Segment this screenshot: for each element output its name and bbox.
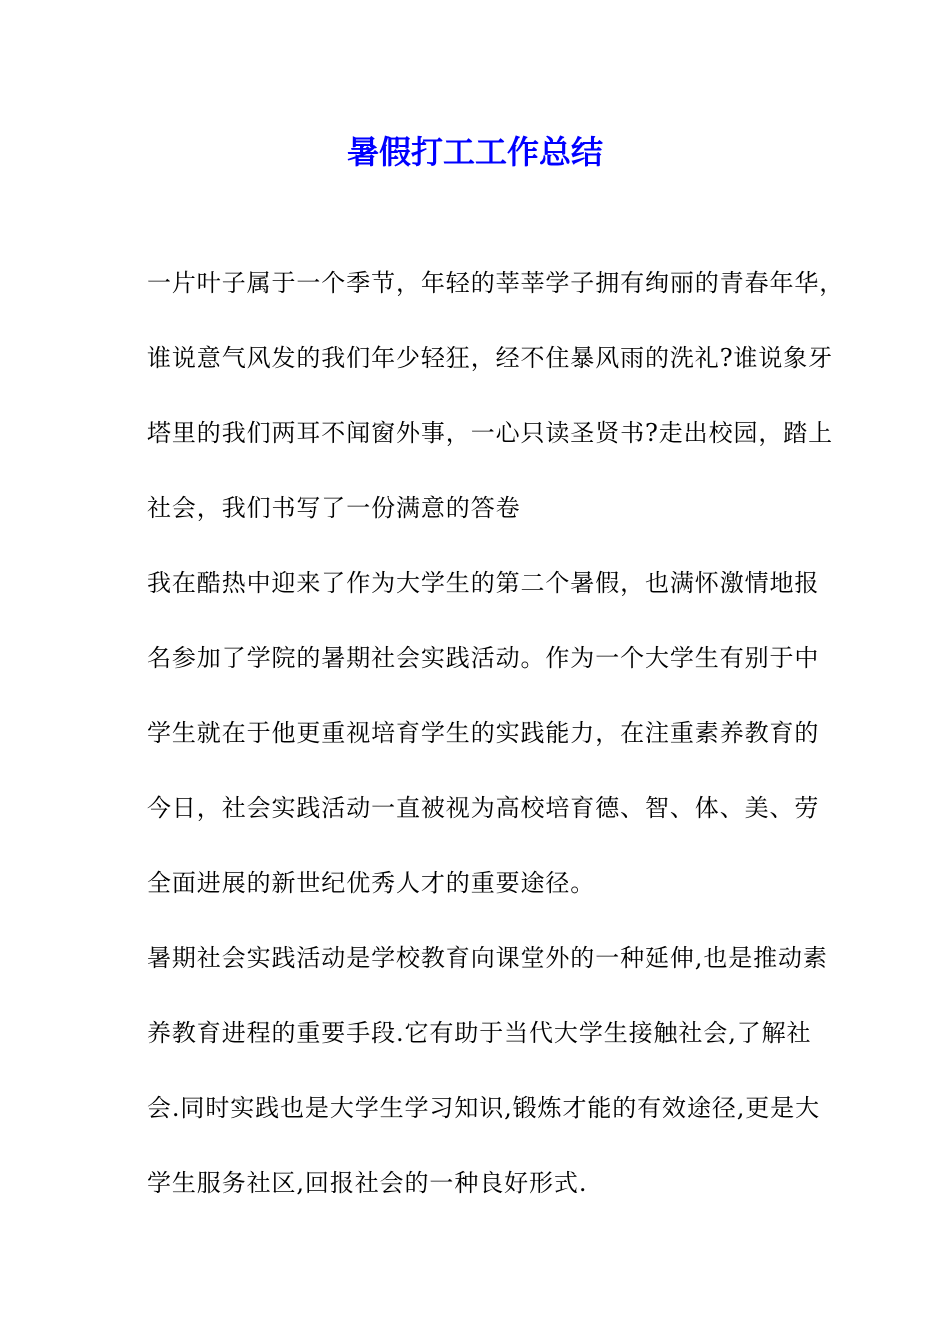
- paragraph-line: 谁说意气风发的我们年少轻狂，经不住暴风雨的洗礼?谁说象牙: [147, 344, 834, 372]
- paragraph-line: 名参加了学院的暑期社会实践活动。作为一个大学生有别于中: [147, 644, 820, 672]
- paragraph-line: 暑期社会实践活动是学校教育向课堂外的一种延伸,也是推动素: [147, 944, 828, 972]
- paragraph-line: 我在酷热中迎来了作为大学生的第二个暑假，也满怀激情地报: [147, 569, 820, 597]
- paragraph-line: 学生就在于他更重视培育学生的实践能力，在注重素养教育的: [147, 719, 820, 747]
- paragraph-line: 全面进展的新世纪优秀人才的重要途径。: [147, 869, 596, 897]
- paragraph-line: 一片叶子属于一个季节，年轻的莘莘学子拥有绚丽的青春年华，: [147, 269, 845, 297]
- document-title: 暑假打工工作总结: [346, 133, 603, 171]
- paragraph-line: 塔里的我们两耳不闻窗外事，一心只读圣贤书?走出校园，踏上: [147, 419, 834, 447]
- paragraph-line: 今日，社会实践活动一直被视为高校培育德、智、体、美、劳: [147, 794, 820, 822]
- paragraph-line: 养教育进程的重要手段.它有助于当代大学生接触社会,了解社: [147, 1019, 812, 1047]
- paragraph-line: 会.同时实践也是大学生学习知识,锻炼才能的有效途径,更是大: [147, 1094, 820, 1122]
- paragraph-line: 社会，我们书写了一份满意的答卷: [147, 494, 521, 522]
- paragraph-line: 学生服务社区,回报社会的一种良好形式.: [147, 1169, 588, 1197]
